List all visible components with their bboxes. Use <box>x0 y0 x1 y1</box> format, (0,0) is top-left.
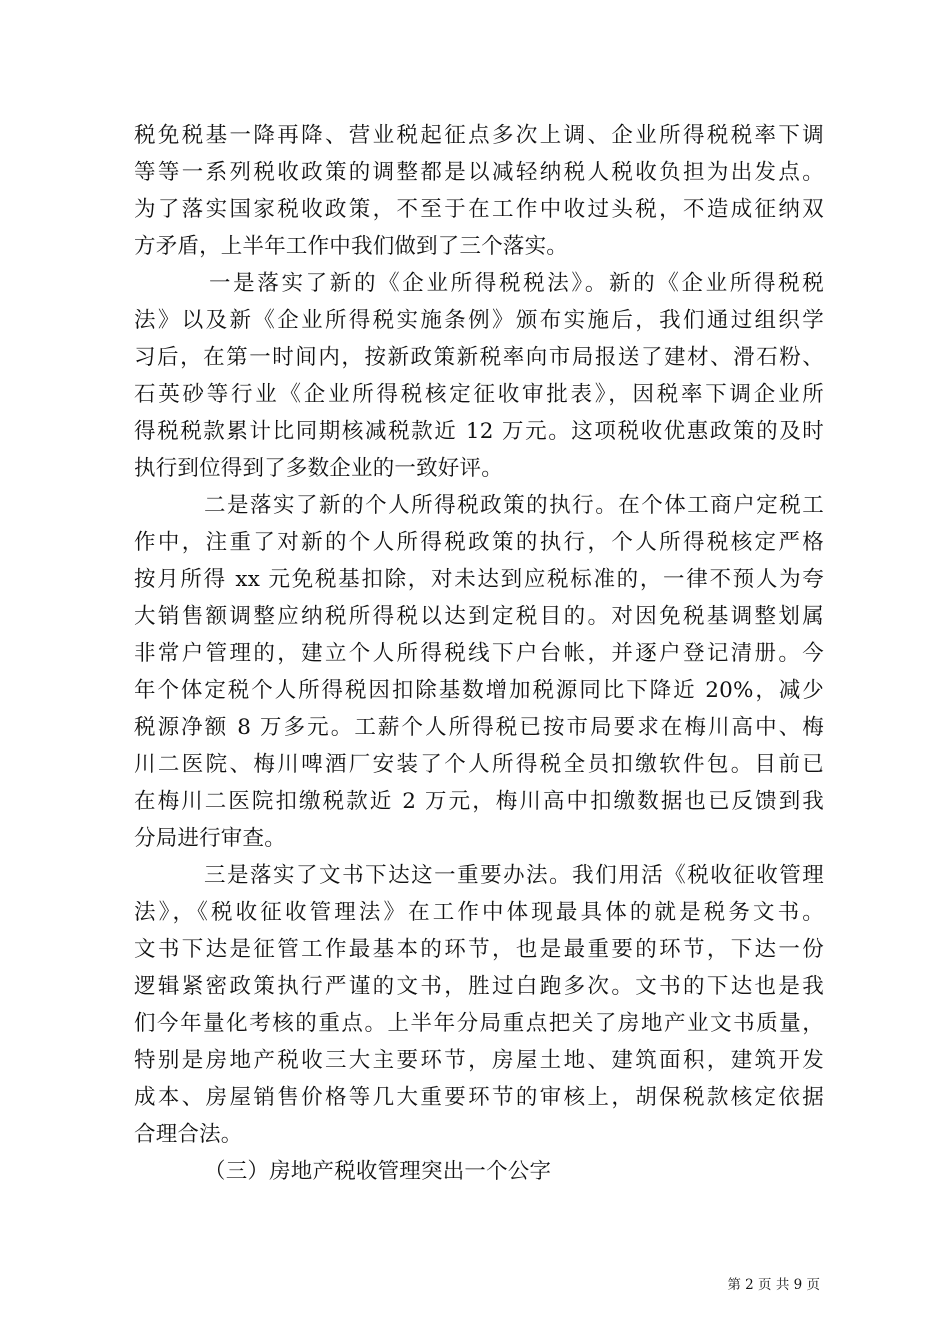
text-line: 川二医院、梅川啤酒厂安装了个人所得税全员扣缴软件包。目前已 <box>134 752 824 777</box>
text-line: 特别是房地产税收三大主要环节，房屋土地、建筑面积，建筑开发 <box>134 1048 824 1073</box>
text-line: 非常户管理的，建立个人所得税线下户台帐，并逐户登记清册。今 <box>134 641 824 666</box>
text-line: 税源净额 8 万多元。工薪个人所得税已按市局要求在梅川高中、梅 <box>134 715 824 740</box>
text-line: 们今年量化考核的重点。上半年分局重点把关了房地产业文书质量， <box>134 1011 824 1036</box>
text-line: 习后，在第一时间内，按新政策新税率向市局报送了建材、滑石粉、 <box>134 345 824 370</box>
text-line: 成本、房屋销售价格等几大重要环节的审核上，胡保税款核定依据 <box>134 1085 824 1110</box>
text-line: 合理合法。 <box>134 1122 243 1147</box>
paragraph-first-line: 三是落实了文书下达这一重要办法。我们用活《税收征收管理 <box>204 863 824 888</box>
text-line: 大销售额调整应纳税所得税以达到定税目的。对因免税基调整划属 <box>134 604 824 629</box>
text-line: 为了落实国家税收政策，不至于在工作中收过头税，不造成征纳双 <box>134 197 824 222</box>
text-line: 分局进行审查。 <box>134 826 286 851</box>
text-line: 法》以及新《企业所得税实施条例》颁布实施后，我们通过组织学 <box>134 308 824 333</box>
text-line: 在梅川二医院扣缴税款近 2 万元，梅川高中扣缴数据也已反馈到我 <box>134 789 824 814</box>
text-line: 文书下达是征管工作最基本的环节，也是最重要的环节，下达一份 <box>134 937 824 962</box>
text-line: 法》，《税收征收管理法》在工作中体现最具体的就是税务文书。 <box>134 900 824 925</box>
paragraph-first-line: 一是落实了新的《企业所得税税法》。新的《企业所得税税 <box>209 271 824 296</box>
paragraph-first-line: 二是落实了新的个人所得税政策的执行。在个体工商户定税工 <box>204 493 824 518</box>
text-line: 方矛盾，上半年工作中我们做到了三个落实。 <box>134 234 569 259</box>
text-line: 石英砂等行业《企业所得税核定征收审批表》，因税率下调企业所 <box>134 382 824 407</box>
text-line: 年个体定税个人所得税因扣除基数增加税源同比下降近 20%，减少 <box>134 678 824 703</box>
page-number: 第 2 页 共 9 页 <box>727 1277 820 1293</box>
text-line: 按月所得 xx 元免税基扣除，对未达到应税标准的，一律不预人为夸 <box>134 567 824 592</box>
text-line: 税免税基一降再降、营业税起征点多次上调、企业所得税税率下调 <box>134 123 824 148</box>
document-body <box>134 117 824 1190</box>
text-line: 作中，注重了对新的个人所得税政策的执行，个人所得税核定严格 <box>134 530 824 555</box>
text-line: 等等一系列税收政策的调整都是以减轻纳税人税收负担为出发点。 <box>134 160 824 185</box>
text-line: 得税税款累计比同期核减税款近 12 万元。这项税收优惠政策的及时 <box>134 419 824 444</box>
section-heading: （三）房地产税收管理突出一个公字 <box>204 1159 552 1184</box>
text-line: 执行到位得到了多数企业的一致好评。 <box>134 456 503 481</box>
text-line: 逻辑紧密政策执行严谨的文书，胜过白跑多次。文书的下达也是我 <box>134 974 824 999</box>
